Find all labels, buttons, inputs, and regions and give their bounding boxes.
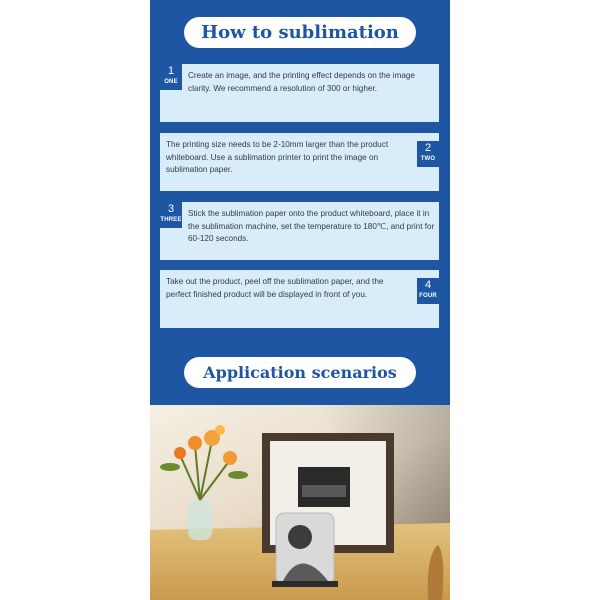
step-3-number: 3 <box>167 203 175 215</box>
step-4-number: 4 <box>424 279 432 291</box>
application-scene-photo <box>150 405 450 600</box>
step-3-card <box>160 202 439 260</box>
step-2-number: 2 <box>424 142 432 154</box>
how-to-title: How to sublimation <box>184 17 416 48</box>
sublimation-photo-panel <box>272 513 338 587</box>
application-scenarios-title: Application scenarios <box>184 357 416 388</box>
step-3-word: THREE <box>160 217 182 223</box>
step-4-text: Take out the product, peel off the sublimation paper, and the perfect finished product will be displayed in front of you. <box>166 277 384 299</box>
step-1-word: ONE <box>164 79 178 85</box>
step-4-badge <box>417 278 439 304</box>
step-1-number: 1 <box>167 65 175 77</box>
step-4-word: FOUR <box>419 293 437 299</box>
step-2-word: TWO <box>420 156 436 162</box>
step-2-card <box>160 133 439 191</box>
step-1-card <box>160 64 439 122</box>
step-1-badge <box>160 64 182 90</box>
step-3-badge <box>160 202 182 228</box>
step-1-text: Create an image, and the printing effect depends on the image clarity. We recommend a resolution of 300 or higher. <box>188 71 415 93</box>
step-2-text: The printing size needs to be 2-10mm larger than the product whiteboard. Use a sublimation printer to print the image on sublimation paper. <box>166 140 389 174</box>
product-panel <box>150 0 450 600</box>
step-3-text: Stick the sublimation paper onto the product whiteboard, place it in the sublimation machine, set the temperature to 180℃, and print for 60-120 seconds. <box>188 209 435 243</box>
step-2-badge <box>417 141 439 167</box>
step-4-card <box>160 270 439 328</box>
